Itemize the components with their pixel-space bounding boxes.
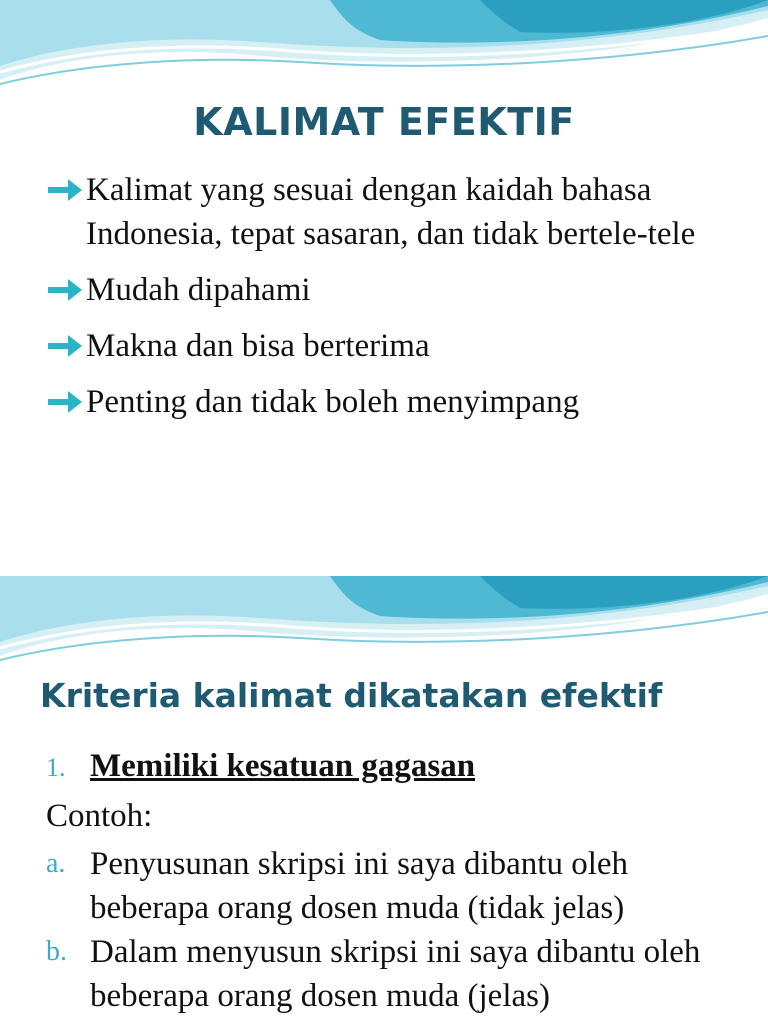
bullet-text: Mudah dipahami <box>86 272 311 308</box>
bullet-list <box>46 168 746 436</box>
bullet-text: Penting dan tidak boleh menyimpang <box>86 384 580 420</box>
arrow-right-icon <box>46 389 86 415</box>
slide-2 <box>0 576 768 1024</box>
list-item <box>46 324 746 368</box>
example-letter: a. <box>46 848 66 879</box>
wave-decoration <box>0 0 768 90</box>
slide-title: Kriteria kalimat dikatakan efektif <box>40 676 663 715</box>
numbered-item <box>46 744 746 790</box>
example-item <box>46 842 746 930</box>
list-item <box>46 168 746 256</box>
arrow-right-icon <box>46 333 86 359</box>
example-letter: b. <box>46 936 67 967</box>
item-heading: Memiliki kesatuan gagasan <box>90 748 476 784</box>
criteria-content <box>46 744 746 1018</box>
list-item <box>46 268 746 312</box>
example-label: Contoh: <box>46 798 153 834</box>
slide-title: KALIMAT EFEKTIF <box>193 100 575 144</box>
list-item <box>46 380 746 424</box>
arrow-right-icon <box>46 177 86 203</box>
item-number: 1. <box>46 753 66 782</box>
bullet-text: Kalimat yang sesuai dengan kaidah bahasa Indonesia, tepat sasaran, dan tidak bertele-tele <box>86 172 696 252</box>
example-text: Dalam menyusun skripsi ini saya dibantu oleh beberapa orang dosen muda (jelas) <box>90 934 701 1014</box>
bullet-text: Makna dan bisa berterima <box>86 328 430 364</box>
arrow-right-icon <box>46 277 86 303</box>
example-item <box>46 930 746 1018</box>
wave-decoration <box>0 576 768 666</box>
example-text: Penyusunan skripsi ini saya dibantu oleh beberapa orang dosen muda (tidak jelas) <box>90 846 629 926</box>
